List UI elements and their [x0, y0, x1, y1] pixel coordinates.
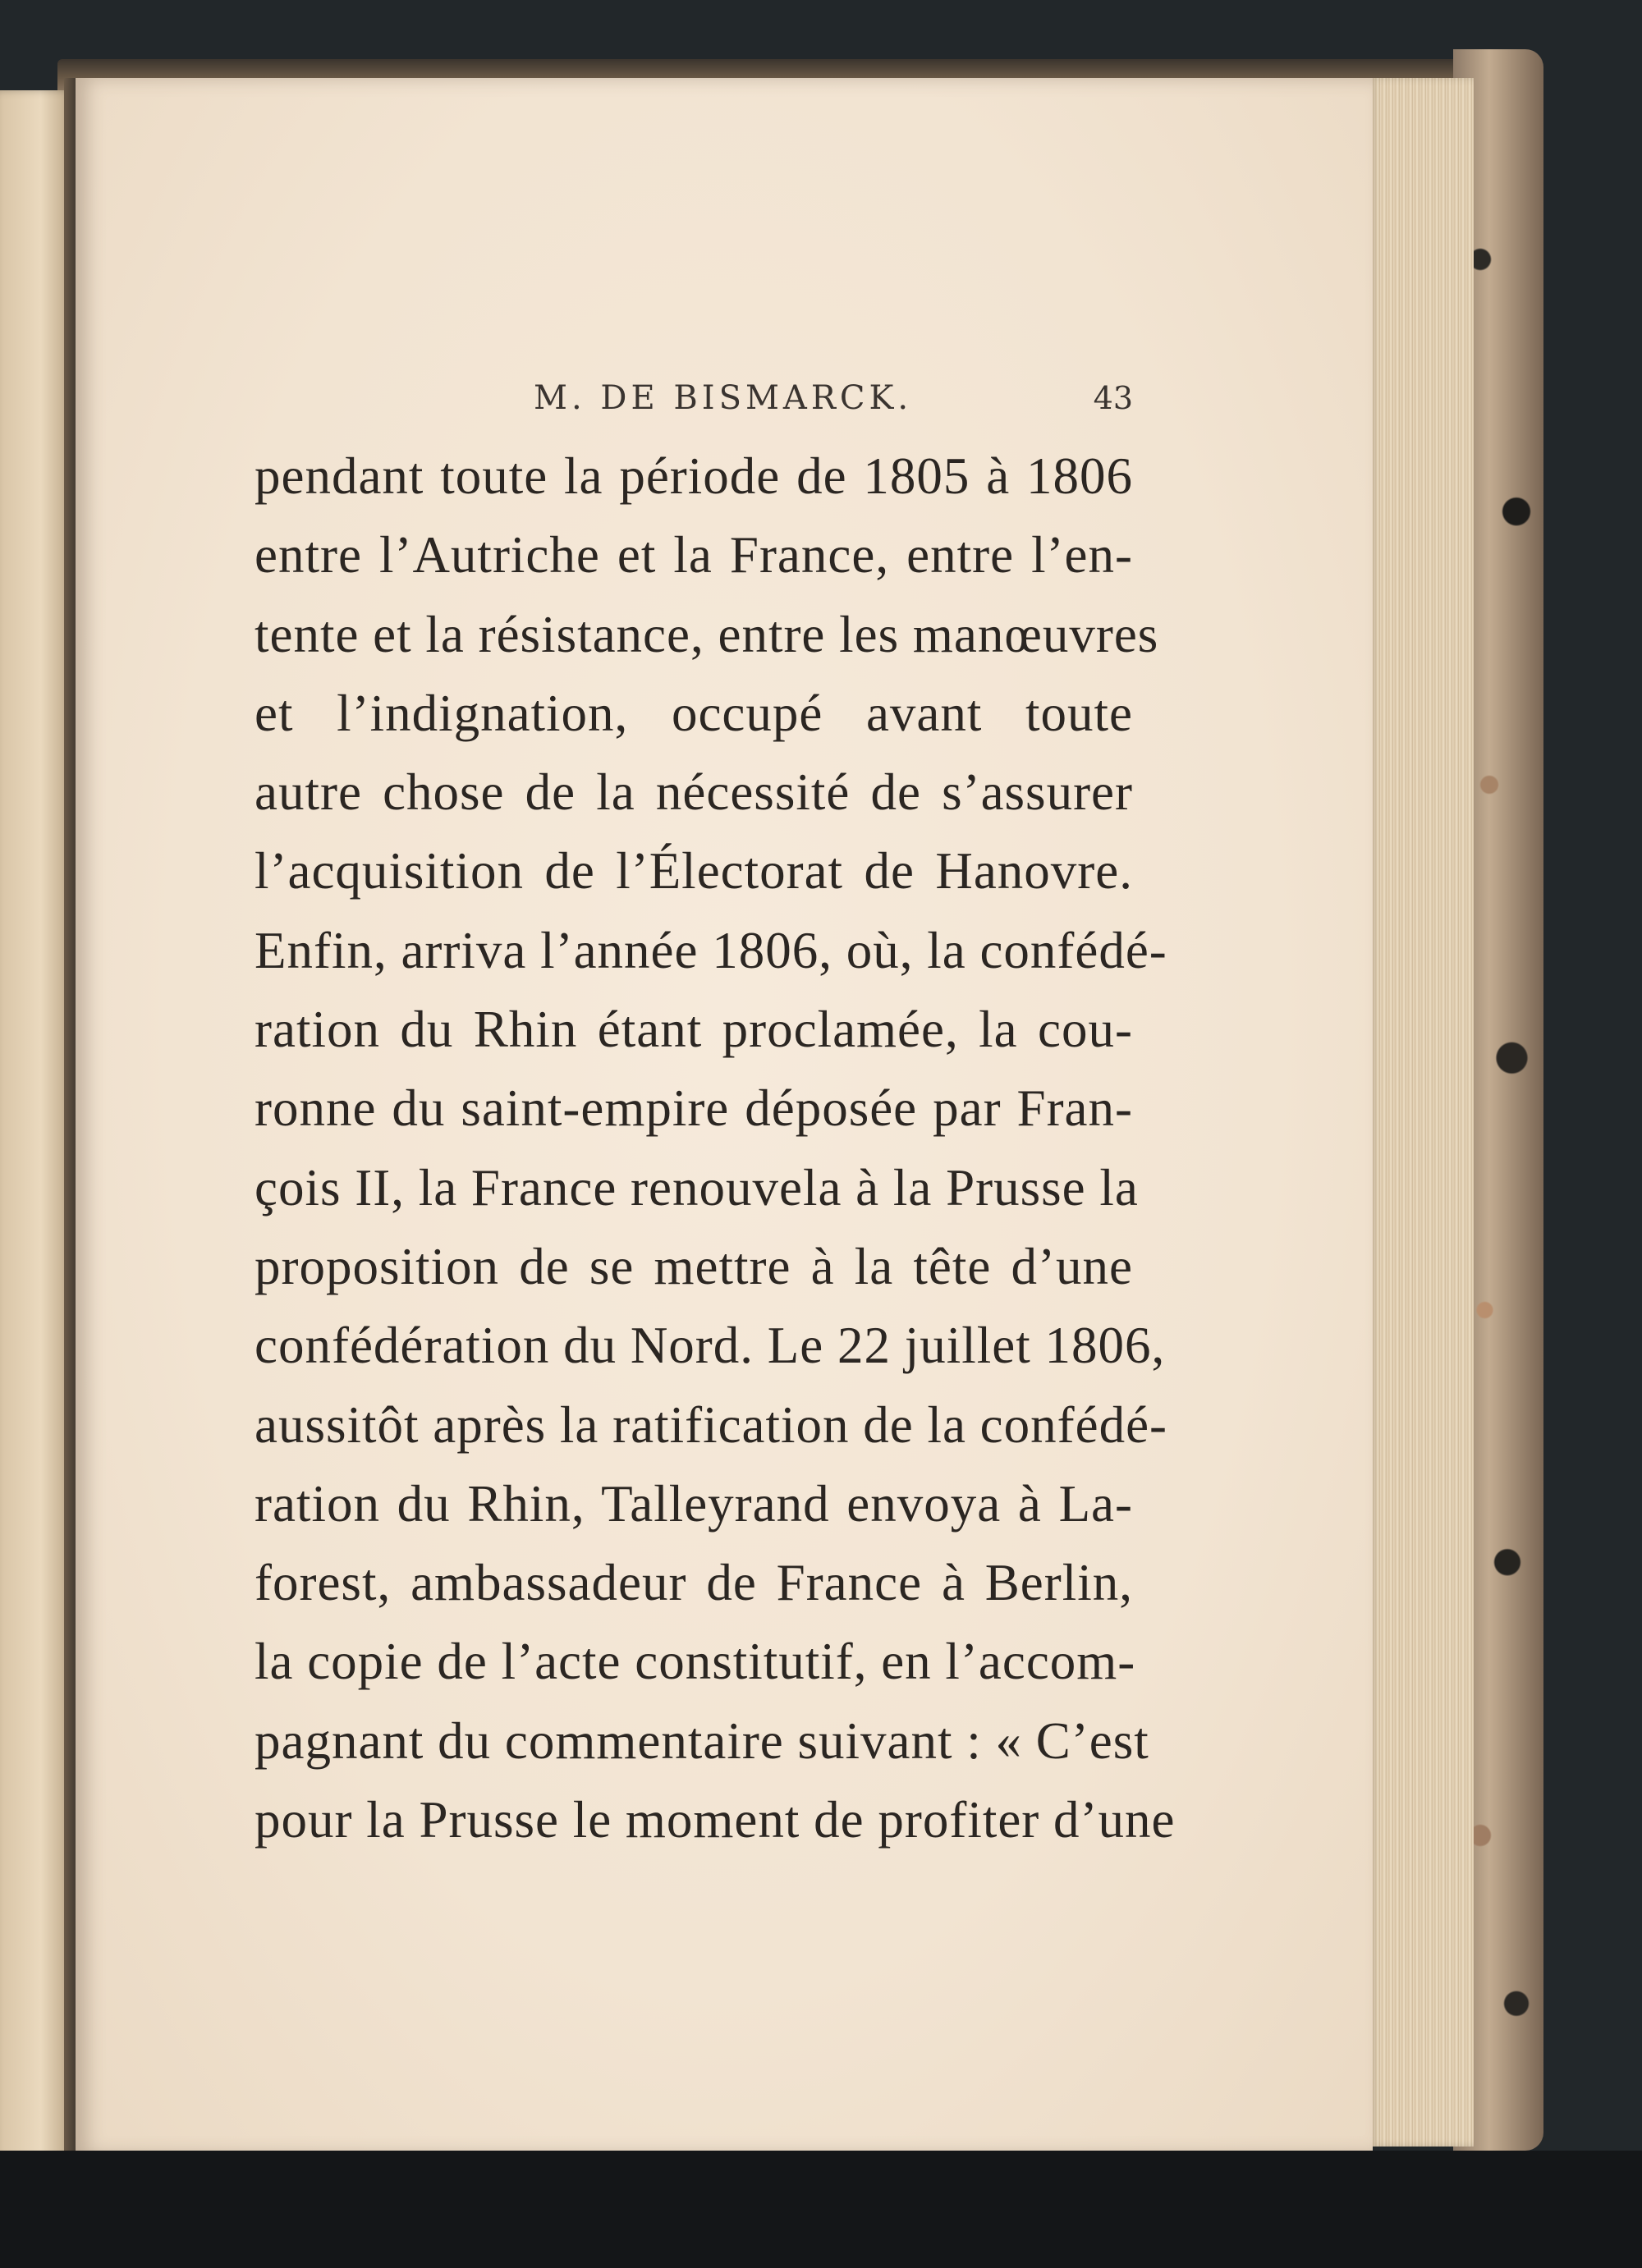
- running-title: M. DE BISMARCK.: [534, 379, 913, 417]
- dark-surface-bottom: [0, 2151, 1642, 2268]
- text-line: forest, ambassadeur de France à Berlin,: [255, 1554, 1133, 1612]
- text-line: ronne du saint-empire déposée par Fran-: [255, 1079, 1133, 1138]
- text-line: autre chose de la nécessité de s’assurer: [255, 763, 1133, 822]
- text-line: Enfin, arriva l’année 1806, où, la confédé-: [255, 921, 1167, 979]
- text-line: et l’indignation, occupé avant toute: [255, 684, 1133, 742]
- text-line: pagnant du commentaire suivant : « C’est: [255, 1711, 1149, 1770]
- text-line: proposition de se mettre à la tête d’une: [255, 1237, 1133, 1295]
- page-number: 43: [1093, 380, 1133, 416]
- running-head: [255, 378, 1133, 419]
- page-fore-edges: [1367, 78, 1474, 2147]
- text-line: ration du Rhin étant proclamée, la cou-: [255, 1001, 1133, 1059]
- text-line: ration du Rhin, Talleyrand envoya à La-: [255, 1474, 1133, 1533]
- text-line: confédération du Nord. Le 22 juillet 1806,: [255, 1317, 1166, 1375]
- text-line: la copie de l’acte constitutif, en l’accom-: [255, 1633, 1136, 1691]
- text-line: entre l’Autriche et la France, entre l’en-: [255, 526, 1133, 584]
- text-line: çois II, la France renouvela à la Prusse la: [255, 1158, 1139, 1216]
- text-line: pendant toute la période de 1805 à 1806: [255, 447, 1133, 505]
- text-line: pour la Prusse le moment de profiter d’une: [255, 1791, 1176, 1849]
- text-line: tente et la résistance, entre les manœuvres: [255, 605, 1159, 663]
- text-line: aussitôt après la ratification de la confédé-: [255, 1395, 1168, 1454]
- body-text: [255, 437, 1176, 1859]
- text-line: l’acquisition de l’Électorat de Hanovre.: [255, 842, 1133, 900]
- verso-page-edge: [0, 90, 74, 2159]
